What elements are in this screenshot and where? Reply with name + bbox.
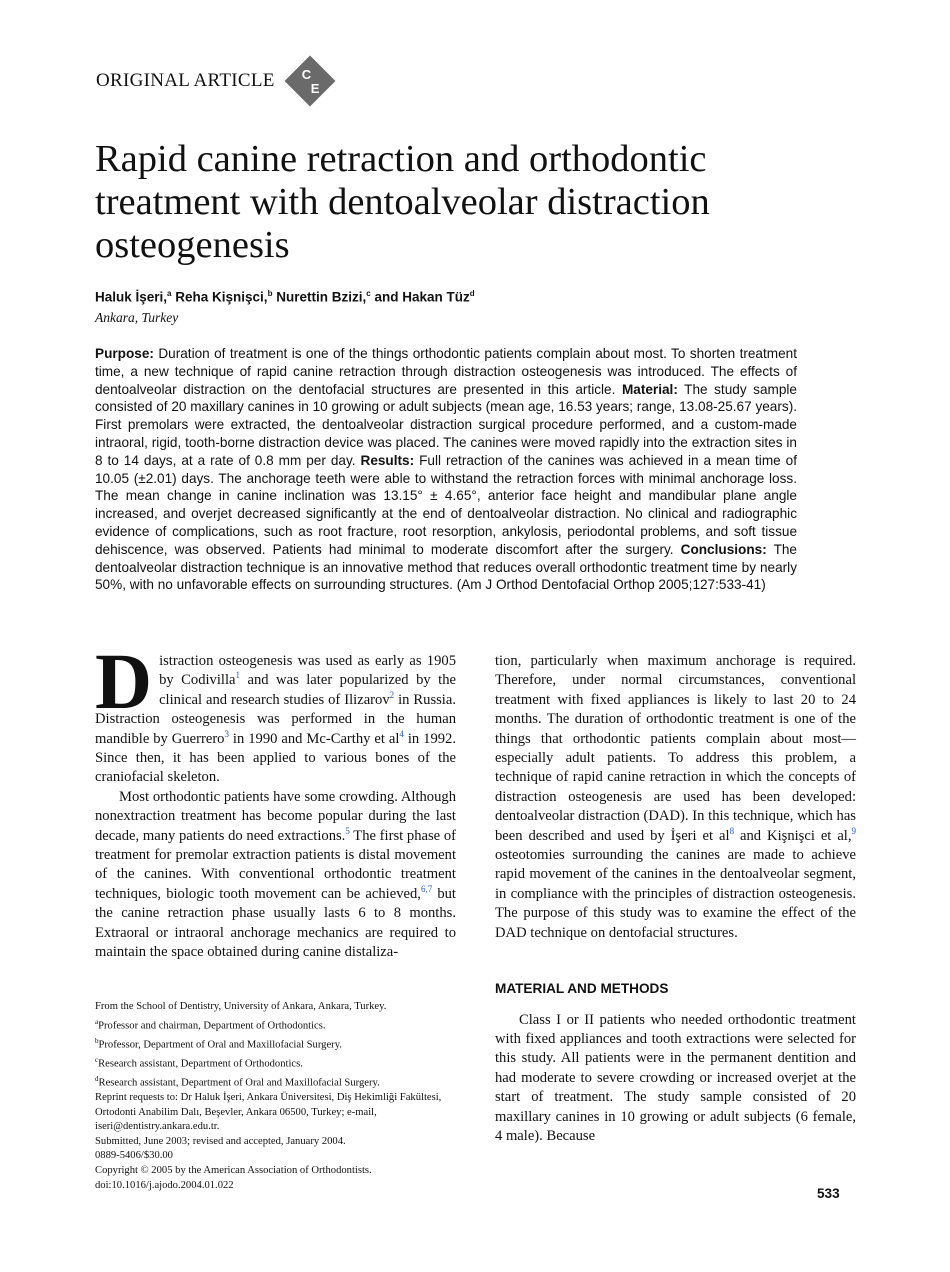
body-text: but the canine retraction phase usually lasts 6 to 8 months. Extraoral or intraoral anchorage mechanics are required to maintain the space obtained during canine distaliza- — [95, 885, 456, 961]
footnotes — [95, 1000, 460, 1193]
body-text: The first phase of treatment for premolar extraction patients is distal movement of the canines. With conventional orthodontic treatment techniques, biologic tooth movement can be achieved, — [95, 827, 456, 902]
reference-link[interactable]: 6,7 — [420, 884, 433, 895]
page-number: 533 — [817, 1186, 840, 1201]
body-text: osteotomies surrounding the canines are made to achieve rapid movement of the canines in the dentoalveolar segment, in compliance with the principles of distraction osteogenesis. The purpose of this study was to examine the effect of the DAD technique on dentofacial structures. — [495, 847, 856, 941]
footnote-mark: c — [95, 1055, 99, 1064]
abstract-material-label: Material: — [621, 381, 678, 397]
reference-link[interactable]: 5 — [345, 825, 350, 836]
footnote-mark: b — [95, 1036, 99, 1045]
footnote-mark: d — [95, 1074, 99, 1083]
author-name: Nurettin Bzizi, — [276, 289, 367, 305]
body-paragraph: Class I or II patients who needed orthodontic treatment with fixed appliances and tooth extractions were selected for this study. All patients were in the permanent dentition and had moderate to severe crowding or increased overjet at the start of treatment. The study sample consisted of 20 maxillary canines in 10 growing or adult subjects (6 female, 4 male). Because — [495, 1011, 856, 1144]
reference-link[interactable]: 9 — [851, 825, 856, 836]
ce-logo-e: E — [310, 81, 320, 96]
body-column-left — [95, 639, 456, 963]
abstract-material-text: The study sample consisted of 20 maxillary canines in 10 growing or adult subjects (mean age, 16.53 years; range, 13.08-25.67 years). First premolars were extracted, the dentoalveolar distraction surgical procedure performed, and a custom-made intraoral, rigid, tooth-borne distraction device was placed. The canines were moved rapidly into the extraction sites in 8 to 14 days, at a rate of 0.8 mm per day. — [95, 381, 797, 468]
footnote: From the School of Dentistry, University of Ankara, Ankara, Turkey. — [95, 1001, 387, 1012]
section-heading: MATERIAL AND METHODS — [495, 981, 669, 997]
body-text: in 1990 and Mc-Carthy et al — [228, 730, 400, 747]
reprint-request: Reprint requests to: Dr Haluk İşeri, Ankara Üniversitesi, Diş Hekimliği Fakültesi, Ortodonti Anabilim Dalı, Beşevler, Ankara 06500, Turkey; e-mail, iseri@dentistry.ankara.edu.tr. — [95, 1092, 442, 1133]
reference-link[interactable]: 4 — [399, 728, 404, 739]
section-label: ORIGINAL ARTICLE — [96, 70, 275, 91]
body-paragraph — [95, 788, 456, 963]
footnote — [95, 1072, 460, 1091]
author-list — [95, 289, 475, 305]
abstract-results-text: Full retraction of the canines was achieved in a mean time of 10.05 (±2.01) days. The anchorage teeth were able to withstand the retraction forces with minimal anchorage loss. The mean change in canine inclination was 13.15° ± 4.65°, anterior face height and mandibular plane angle increased, and overjet decreased significantly at the end of dentoalveolar distraction. No clinical and radiographic evidence of complications, such as root fracture, root resorption, ankylosis, periodontal problems, and soft tissue dehiscence, was observed. Patients had minimal to moderate discomfort after the surgery. — [95, 452, 797, 557]
body-text: and was later popularized by the clinical and research studies of Ilizarov — [159, 672, 456, 708]
reference-link[interactable]: 1 — [235, 670, 240, 681]
footnote-text: Research assistant, Department of Orthodontics. — [98, 1058, 303, 1070]
article-title: Rapid canine retraction and orthodontic treatment with dentoalveolar distraction osteogenesis — [95, 138, 710, 266]
abstract-conclusions-label: Conclusions: — [680, 541, 767, 557]
author-affiliation-mark: b — [267, 289, 273, 298]
body-text: Most orthodontic patients have some crowding. Although nonextraction treatment has become popular during the last decade, many patients do need extractions. — [95, 788, 456, 844]
reference-link[interactable]: 2 — [389, 689, 395, 700]
ce-logo-icon — [283, 54, 337, 108]
drop-cap: D — [95, 639, 153, 726]
doi-link[interactable]: doi:10.1016/j.ajodo.2004.01.022 — [95, 1179, 234, 1191]
abstract-purpose-label: Purpose: — [95, 346, 154, 361]
author-affiliation-mark: d — [469, 289, 475, 298]
body-text: in 1992. Since then, it has been applied to various bones of the craniofacial skeleton. — [95, 730, 456, 786]
abstract-purpose-text: Duration of treatment is one of the things orthodontic patients complain about most. To shorten treatment time, a new technique of rapid canine retraction through distraction osteogenesis was introduced. The effects of dentoalveolar distraction on the dentofacial structures are presented in this article. — [95, 346, 797, 397]
body-text: in Russia. Distraction osteogenesis was performed in the human mandible by Guerrero — [95, 691, 456, 747]
author-affiliation-mark: a — [167, 289, 172, 298]
article-header — [96, 52, 337, 110]
author-location: Ankara, Turkey — [95, 310, 179, 325]
abstract — [95, 345, 797, 594]
author-name: and Hakan Tüz — [374, 289, 470, 305]
footnote — [95, 1015, 460, 1034]
author-name: Haluk İşeri, — [95, 289, 168, 305]
body-text: istraction osteogenesis was used as early as 1905 by Codivilla — [159, 653, 456, 689]
body-paragraph — [495, 652, 856, 943]
submission-dates: Submitted, June 2003; revised and accepted, January 2004. — [95, 1135, 346, 1147]
body-text: tion, particularly when maximum anchorage is required. Therefore, under normal circumstances, conventional treatment with fixed appliances is likely to last 20 to 24 months. The duration of orthodontic treatment is one of the things that orthodontic patients complain about most—especially adult patients. To address this problem, a technique of rapid canine retraction in which the concepts of distraction osteogenesis are used has been developed: dentoalveolar distraction (DAD). In this technique, which has been described and used by İşeri et al — [495, 653, 856, 844]
footnote — [95, 1034, 460, 1053]
footnote — [95, 1053, 460, 1072]
reference-link[interactable]: 8 — [729, 825, 735, 836]
footnote-text: Professor, Department of Oral and Maxillofacial Surgery. — [98, 1039, 342, 1051]
abstract-conclusions-text: The dentoalveolar distraction technique is an innovative method that reduces overall orthodontic treatment time by nearly 50%, with no unfavorable effects on surrounding structures. (Am J Orthod Dentofacial Orthop 2005;127:533-41) — [95, 541, 797, 593]
ce-logo-c: C — [301, 67, 312, 82]
abstract-results-label: Results: — [360, 452, 415, 468]
body-paragraph — [95, 639, 456, 788]
body-text: and Kişnişci et al, — [734, 827, 852, 844]
article-code: 0889-5406/$30.00 — [95, 1150, 173, 1162]
copyright-notice: Copyright © 2005 by the American Association of Orthodontists. — [95, 1165, 372, 1177]
footnote-mark: a — [95, 1017, 99, 1026]
reference-link[interactable]: 3 — [224, 728, 229, 739]
author-name: Reha Kişnişci, — [175, 289, 268, 305]
footnote-text: Research assistant, Department of Oral and Maxillofacial Surgery. — [98, 1077, 380, 1089]
footnote-text: Professor and chairman, Department of Orthodontics. — [98, 1020, 326, 1032]
author-affiliation-mark: c — [366, 289, 371, 298]
body-column-right — [495, 652, 856, 1146]
